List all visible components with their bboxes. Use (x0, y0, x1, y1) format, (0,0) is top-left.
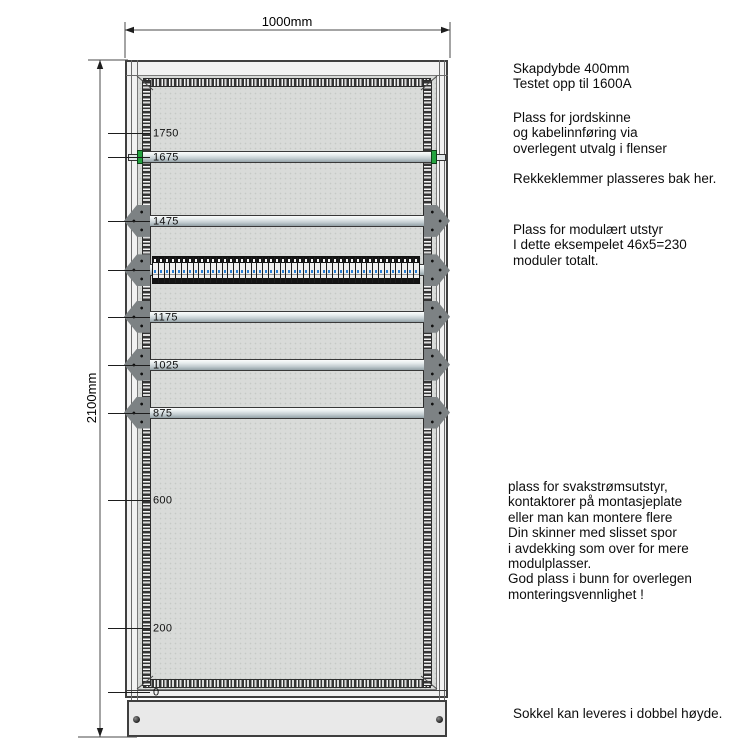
annotation-line: I dette eksempelet 46x5=230 (513, 237, 687, 253)
height-tick (108, 365, 150, 366)
busbar-rail (137, 311, 437, 323)
annotation-line: moduler totalt. (513, 252, 599, 268)
annotation-line: God plass i bunn for overlegen (508, 571, 692, 587)
annotation-line: Testet opp til 1600A (513, 76, 632, 92)
din-module-row (152, 256, 420, 284)
height-tick-label: 1475 (153, 215, 179, 228)
green-terminal-cap (431, 150, 437, 164)
busbar-rail (137, 215, 437, 227)
perforated-strip-bottom (143, 679, 431, 688)
busbar-rail (137, 407, 437, 419)
annotation-block (513, 706, 748, 721)
height-tick (108, 221, 150, 222)
annotation-block (513, 110, 748, 156)
annotation-line: Skapdybde 400mm (513, 61, 630, 76)
annotation-line: plass for svakstrømsutstyr, (508, 479, 668, 494)
mounting-panel (137, 75, 437, 690)
height-tick-label: 1750 (153, 127, 179, 140)
annotation-line: eller man kan montere flere (508, 509, 673, 525)
plinth (127, 700, 447, 737)
height-tick-label: 1175 (153, 311, 178, 324)
height-tick-label: 875 (153, 407, 173, 420)
frame-profile-line (126, 690, 448, 691)
annotation-line: og kabelinnføring via (513, 125, 638, 141)
annotation-line: Rekkeklemmer plasseres bak her. (513, 171, 717, 186)
height-tick (108, 692, 150, 693)
annotation-line: monteringsvennlighet ! (508, 586, 644, 602)
annotation-line: modulplasser. (508, 556, 592, 572)
height-tick-label: 0 (153, 686, 160, 699)
dimension-width-label: 1000mm (261, 14, 313, 29)
height-tick (108, 270, 150, 271)
height-tick-label: 1025 (153, 359, 179, 372)
perforated-strip-left (142, 80, 151, 686)
height-tick (108, 500, 150, 501)
height-tick (108, 133, 150, 134)
dimension-height-label: 2100mm (84, 372, 99, 424)
height-tick (108, 317, 150, 318)
plinth-screw-icon (436, 716, 443, 723)
height-tick-label: 1675 (153, 151, 179, 164)
annotation-block (513, 61, 748, 92)
annotation-block (508, 479, 743, 602)
annotation-line: Plass for modulært utstyr (513, 222, 664, 237)
annotation-block (513, 222, 748, 268)
busbar-rail (137, 151, 437, 163)
plinth-screw-icon (133, 716, 140, 723)
perforated-strip-top (143, 78, 431, 87)
height-tick (108, 628, 150, 629)
perforated-strip-right (423, 80, 432, 686)
annotation-line: overlegent utvalg i flenser (513, 140, 667, 156)
annotation-line: kontaktorer på montasjeplate (508, 494, 683, 510)
annotation-line: Din skinner med slisset spor (508, 525, 677, 541)
busbar-rail (137, 359, 437, 371)
breaker-module (414, 257, 419, 283)
annotation-line: Sokkel kan leveres i dobbel høyde. (513, 706, 723, 721)
annotation-line: Plass for jordskinne (513, 110, 631, 125)
annotation-block (513, 171, 748, 186)
height-tick-label: 600 (153, 494, 173, 507)
annotation-line: i avdekking som over for mere (508, 540, 689, 556)
height-tick (108, 413, 150, 414)
height-tick (108, 157, 150, 158)
rail-end-stub (436, 154, 446, 161)
height-tick-label: 200 (153, 622, 173, 635)
